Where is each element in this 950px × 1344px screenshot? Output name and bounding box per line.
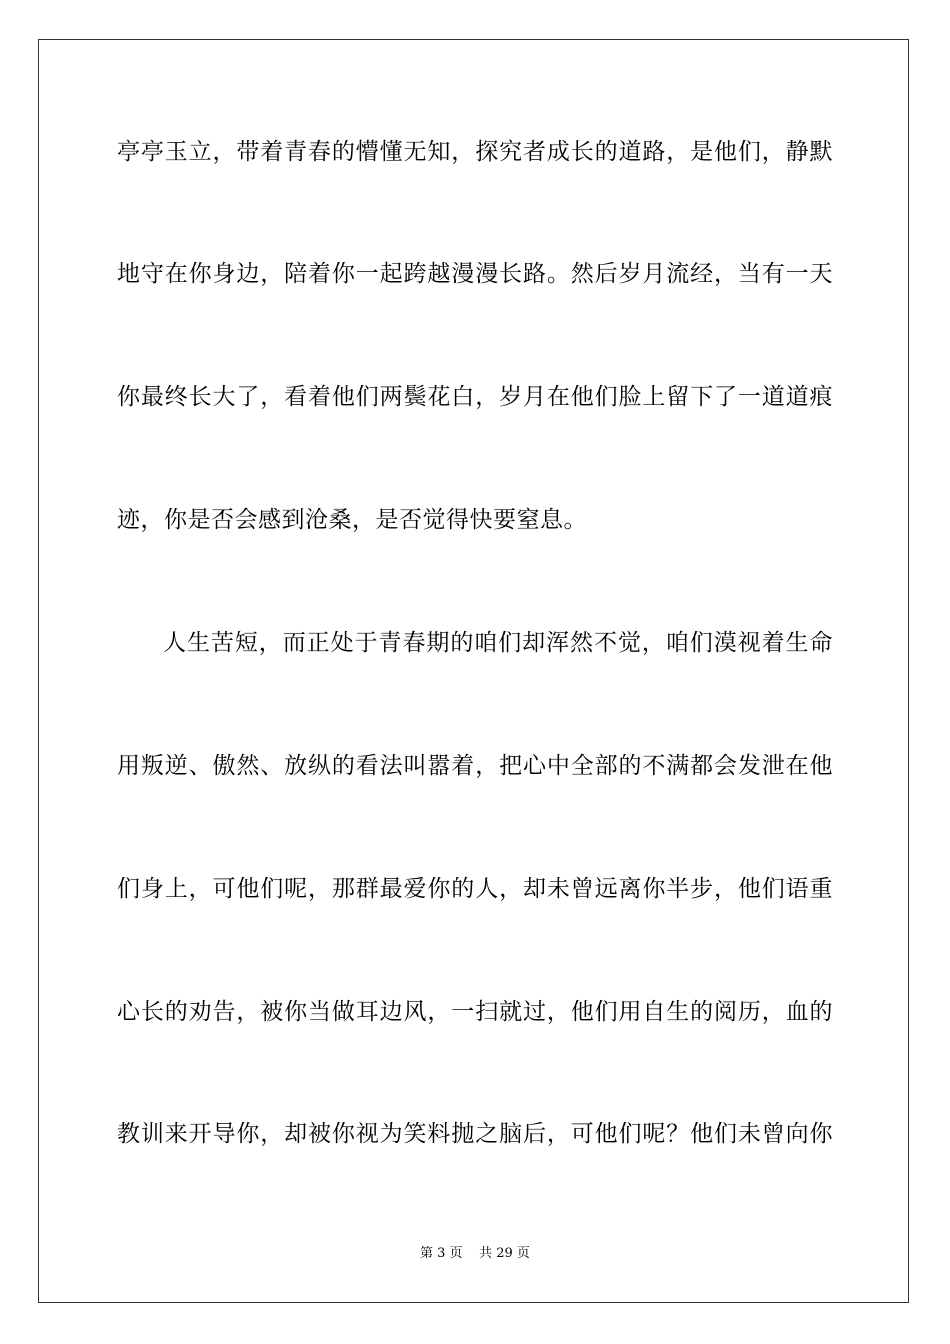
- paragraph-line-6: 用叛逆、傲然、放纵的看法叫嚣着，把心中全部的不满都会发泄在他: [117, 753, 833, 779]
- paragraph-line-4: 迹，你是否会感到沧桑，是否觉得快要窒息。: [117, 507, 587, 533]
- paragraph-line-3: 你最终长大了，看着他们两鬓花白，岁月在他们脸上留下了一道道痕: [117, 384, 833, 410]
- page-number: 第 3 页: [420, 1246, 463, 1261]
- paragraph-line-2: 地守在你身边，陪着你一起跨越漫漫长路。然后岁月流经，当有一天: [117, 261, 833, 287]
- paragraph-line-7: 们身上，可他们呢，那群最爱你的人，却未曾远离你半步，他们语重: [117, 876, 833, 902]
- paragraph-line-5: 人生苦短，而正处于青春期的咱们却浑然不觉，咱们漠视着生命: [163, 630, 833, 656]
- paragraph-line-1: 亭亭玉立，带着青春的懵懂无知，探究者成长的道路，是他们，静默: [117, 139, 833, 165]
- page-footer: [0, 1245, 950, 1263]
- total-pages: 共 29 页: [479, 1246, 530, 1261]
- page-frame: [38, 39, 909, 1303]
- paragraph-line-8: 心长的劝告，被你当做耳边风，一扫就过，他们用自生的阅历，血的: [117, 999, 833, 1025]
- paragraph-line-9: 教训来开导你，却被你视为笑料抛之脑后，可他们呢？他们未曾向你: [117, 1121, 833, 1147]
